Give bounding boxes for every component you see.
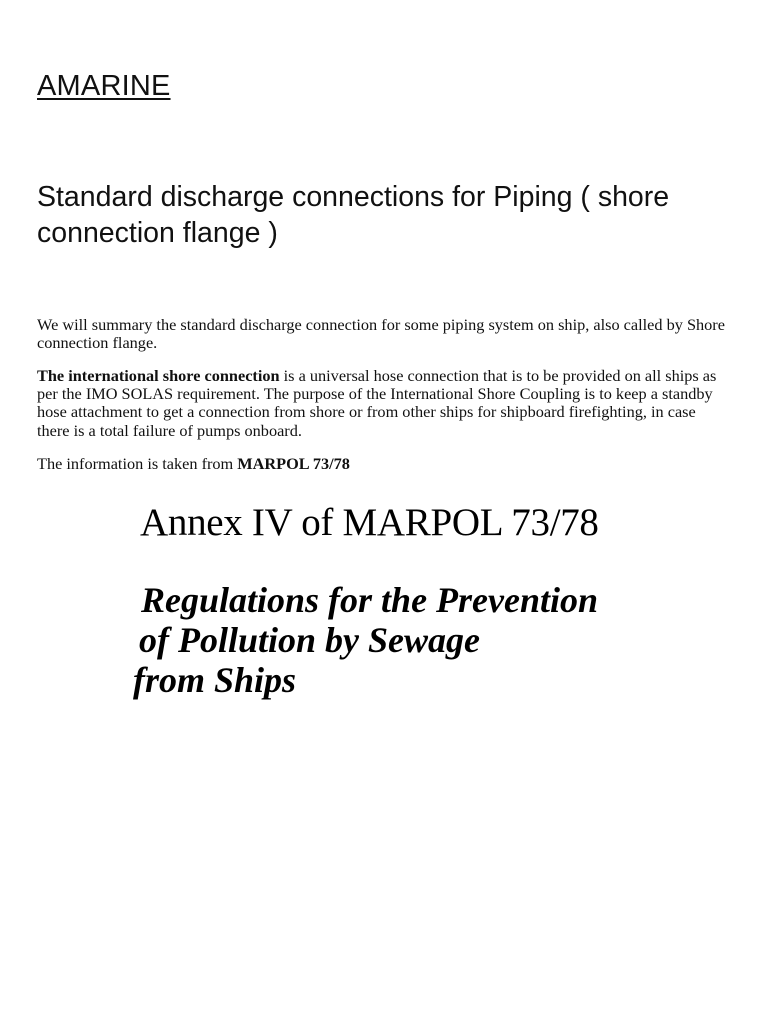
shore-connection-description: is a universal hose connection that is to be provided on all ships as per the IMO SOLAS requirement. The purpose of the International Shore Coupling is to keep a standby hose attachment to get a connection from shore or from other ships for shipboard firefighting, in case there is a total failure of pumps onboard. (37, 366, 717, 440)
intro-paragraph: We will summary the standard discharge connection for some piping system on ship, also called by Shore connection flange. (37, 315, 725, 353)
post-title: Standard discharge connections for Piping ( shore connection flange ) (37, 181, 670, 249)
site-title-link[interactable]: AMARINE (37, 70, 171, 102)
shore-connection-paragraph (37, 367, 731, 440)
annex-regulation-title (133, 580, 598, 700)
source-prefix: The information is taken from (37, 454, 238, 473)
source-paragraph (37, 455, 731, 473)
shore-connection-term: The international shore connection (37, 366, 280, 385)
annex-heading: Annex IV of MARPOL 73/78 (140, 501, 599, 544)
regulation-line: from Ships (133, 660, 297, 700)
regulation-line: Regulations for the Prevention (141, 580, 599, 620)
source-name: MARPOL 73/78 (237, 454, 350, 473)
regulation-line: of Pollution by Sewage (139, 620, 480, 660)
